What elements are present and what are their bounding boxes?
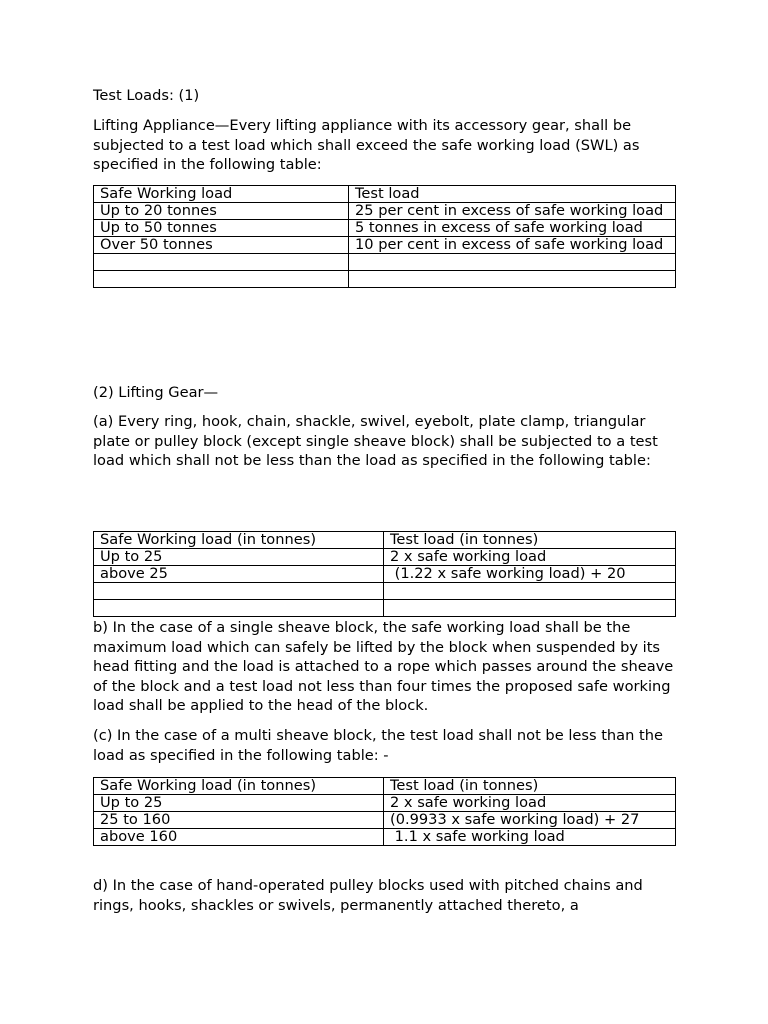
table-header-row [94, 778, 676, 795]
table-cell: Up to 50 tonnes [94, 220, 349, 237]
paragraph-d: d) In the case of hand-operated pulley blocks used with pitched chains and rings, hooks, shackles or swivels, permanently attached thereto, a [93, 877, 643, 914]
table-row [94, 566, 676, 583]
table-row [94, 254, 676, 271]
table-cell [349, 271, 676, 288]
table-cell: 25 to 160 [94, 812, 384, 829]
table-cell [94, 600, 384, 617]
table-header-cell: Safe Working load [94, 186, 349, 203]
table-cell [349, 254, 676, 271]
paragraph-a: (a) Every ring, hook, chain, shackle, swivel, eyebolt, plate clamp, triangular plate or pulley block (except single sheave block) shall be subjected to a test load which shall not be less than the load as specified in the following table: [93, 413, 658, 469]
section-heading-lifting-gear: (2) Lifting Gear— [93, 384, 219, 401]
table-row [94, 829, 676, 846]
table-row [94, 812, 676, 829]
table-row [94, 271, 676, 288]
table-row [94, 583, 676, 600]
table-cell: 5 tonnes in excess of safe working load [349, 220, 676, 237]
table-header-row [94, 532, 676, 549]
table-cell [384, 600, 676, 617]
table-cell: 25 per cent in excess of safe working load [349, 203, 676, 220]
table-row [94, 220, 676, 237]
paragraph-b: b) In the case of a single sheave block, the safe working load shall be the maximum load which can safely be lifted by the block when suspended by its head fitting and the load is attached to a rope which passes around the sheave of the block and a test load not less than four times the proposed safe working load shall be applied to the head of the block. [93, 619, 674, 714]
table-row [94, 549, 676, 566]
table-test-loads-multi-sheave [93, 777, 676, 846]
table-cell [384, 583, 676, 600]
table-test-loads-appliance [93, 185, 676, 288]
table-cell: Up to 25 [94, 795, 384, 812]
table-header-cell: Test load [349, 186, 676, 203]
table-header-cell: Safe Working load (in tonnes) [94, 532, 384, 549]
table-header-cell: Test load (in tonnes) [384, 778, 676, 795]
table-cell [94, 271, 349, 288]
table-row [94, 795, 676, 812]
table-row [94, 237, 676, 254]
table-header-cell: Test load (in tonnes) [384, 532, 676, 549]
table-cell: 2 x safe working load [384, 549, 676, 566]
table-cell: Up to 20 tonnes [94, 203, 349, 220]
table-test-loads-gear [93, 531, 676, 617]
table-header-row [94, 186, 676, 203]
table-cell: (1.22 x safe working load) + 20 [384, 566, 676, 583]
table-cell: 1.1 x safe working load [384, 829, 676, 846]
table-row [94, 203, 676, 220]
table-cell: Over 50 tonnes [94, 237, 349, 254]
page-heading: Test Loads: (1) [93, 87, 200, 104]
table-row [94, 600, 676, 617]
table-cell: above 25 [94, 566, 384, 583]
table-cell: 2 x safe working load [384, 795, 676, 812]
table-cell: Up to 25 [94, 549, 384, 566]
paragraph-c: (c) In the case of a multi sheave block, the test load shall not be less than the load as specified in the following table: - [93, 727, 663, 764]
table-header-cell: Safe Working load (in tonnes) [94, 778, 384, 795]
table-cell [94, 254, 349, 271]
table-cell: 10 per cent in excess of safe working load [349, 237, 676, 254]
table-cell: above 160 [94, 829, 384, 846]
table-cell [94, 583, 384, 600]
table-cell: (0.9933 x safe working load) + 27 [384, 812, 676, 829]
intro-paragraph: Lifting Appliance—Every lifting appliance with its accessory gear, shall be subjected to a test load which shall exceed the safe working load (SWL) as specified in the following table: [93, 117, 640, 173]
